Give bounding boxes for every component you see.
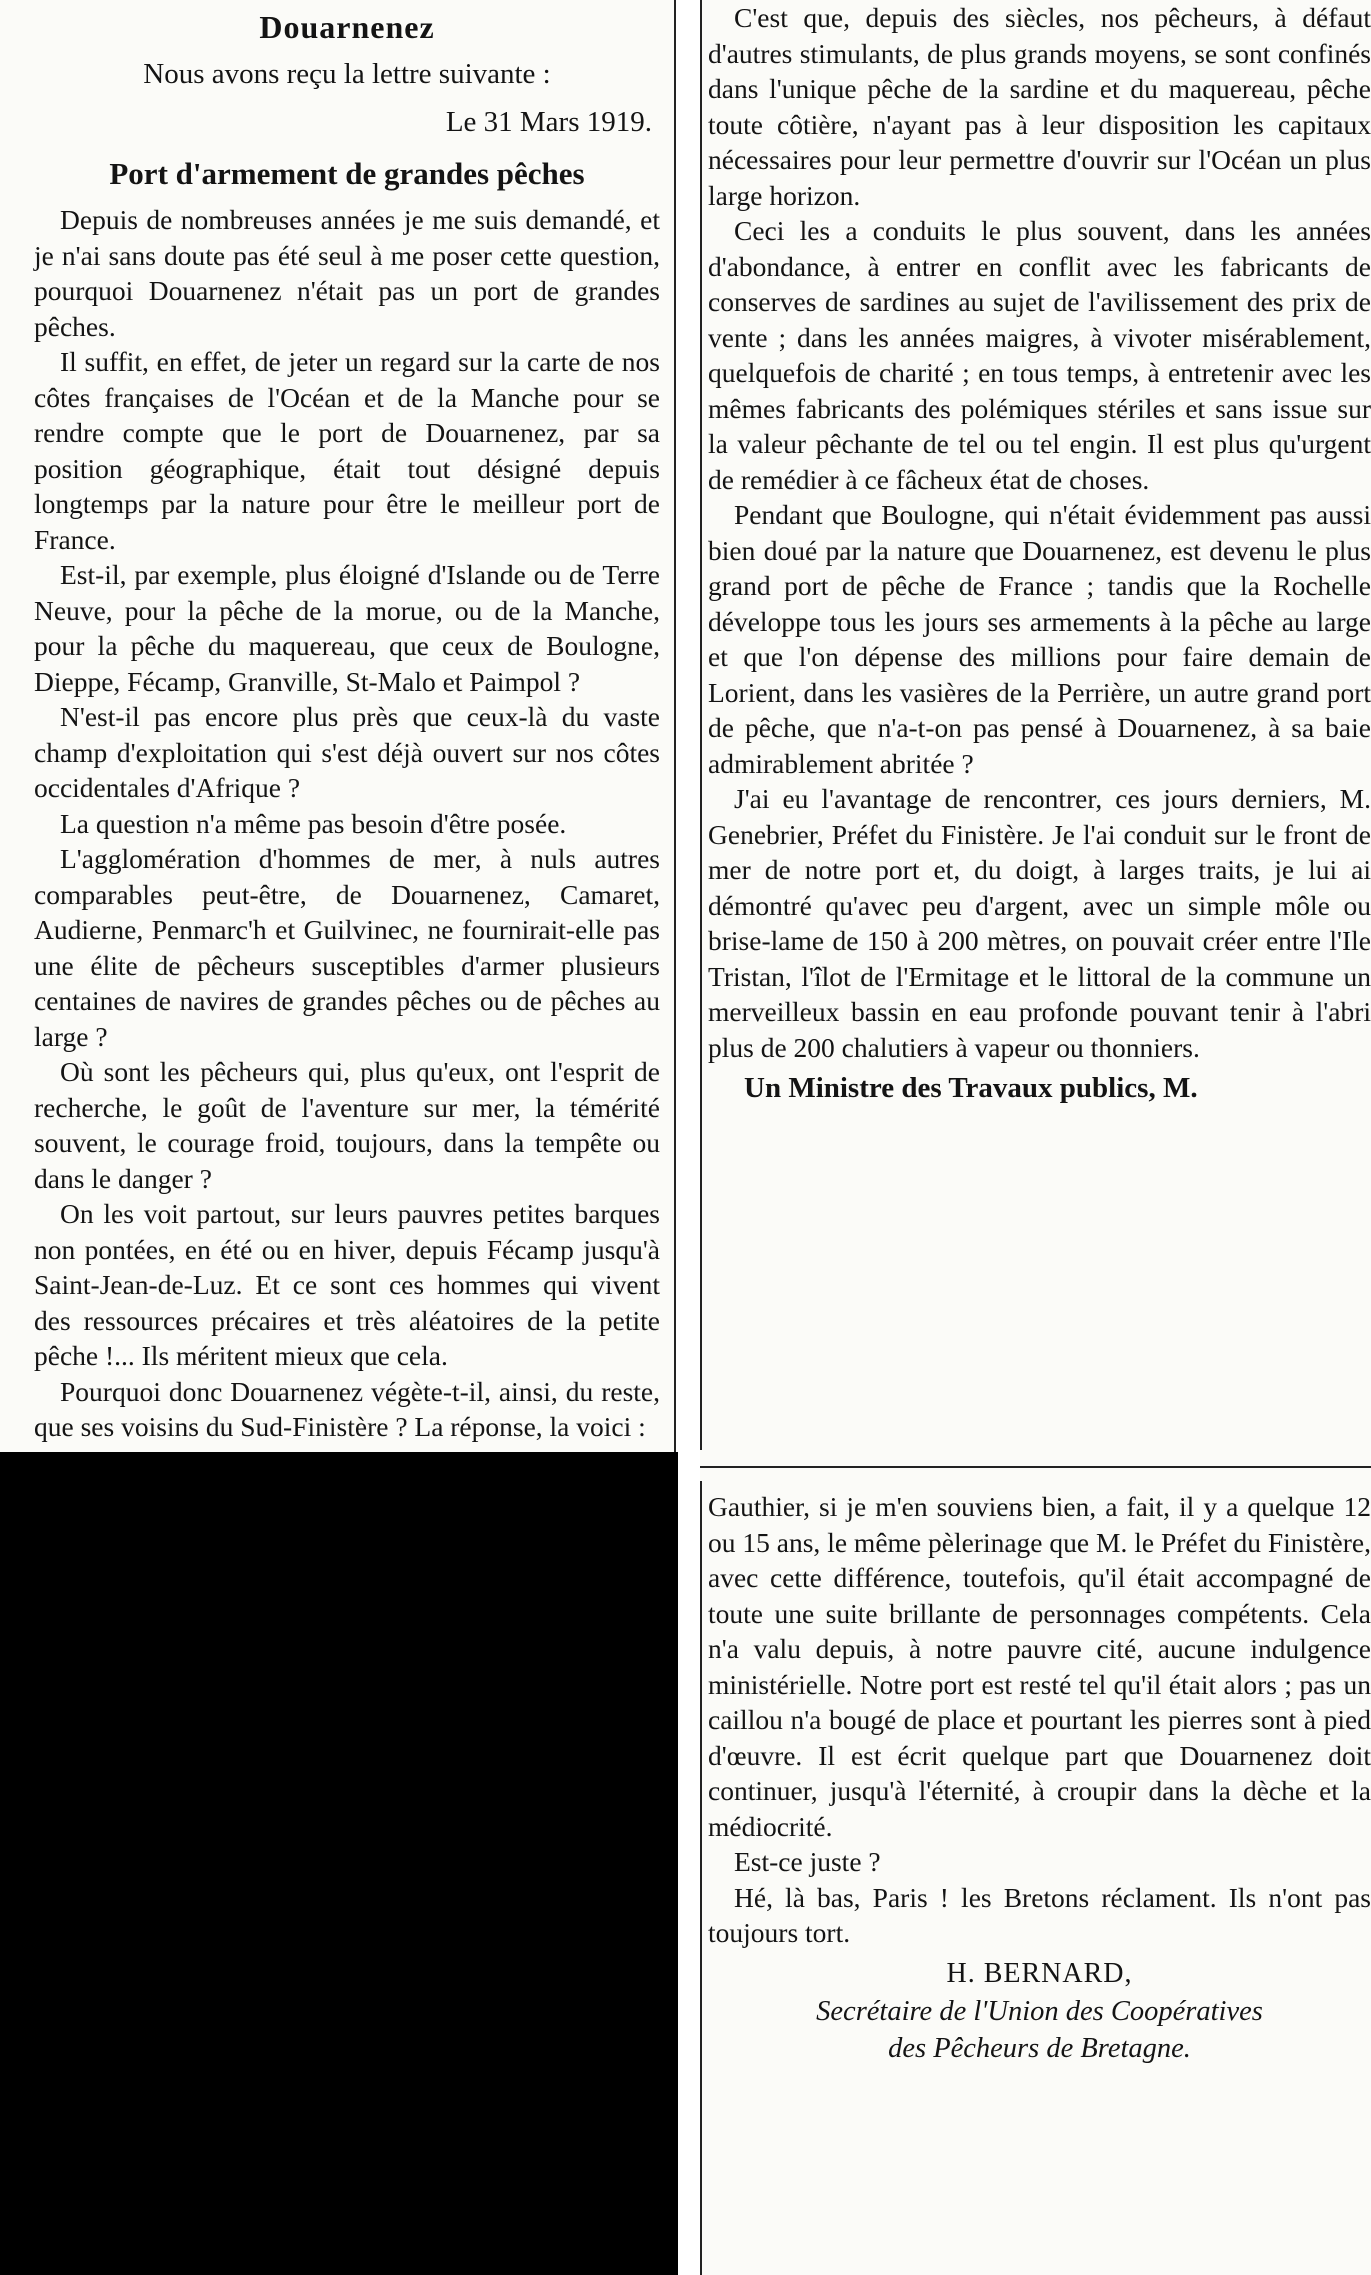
paragraph: Pourquoi donc Douarnenez végète-t-il, ainsi, du reste, que ses voisins du Sud-Finistère ? La réponse, la voici :	[34, 1375, 660, 1442]
paragraph: C'est que, depuis des siècles, nos pêcheurs, à défaut d'autres stimulants, de plus grands moyens, se sont confinés dans l'unique pêche de la sardine et du maquereau, pêche toute côtière, n'ayant pas à leur disposition les capitaux nécessaires pour leur permettre d'ouvrir sur l'Océan un plus large horizon.	[708, 2, 1371, 211]
paragraph: La question n'a même pas besoin d'être posée.	[60, 807, 567, 839]
paragraph: Depuis de nombreuses années je me suis demandé, et je n'ai sans doute pas été seul à me poser cette question, pourquoi Douarnenez n'était pas un port de grandes pêches.	[34, 204, 660, 342]
blank-scan-area	[0, 1452, 678, 2275]
paragraph: Il suffit, en effet, de jeter un regard sur la carte de nos côtes françaises de l'Océan et de la Manche pour se rendre compte que le port de Douarnenez, par sa position géographique, était tout désigné depuis longtemps par la nature pour être le meilleur port de France.	[34, 346, 660, 555]
paragraph: L'agglomération d'hommes de mer, à nuls autres comparables peut-être, de Douarnenez, Camaret, Audierne, Penmarc'h et Guilvinec, ne fournirait-elle pas une élite de pêcheurs susceptibles d'armer plusieurs centaines de navires de grandes pêches ou de pêches au large ?	[34, 843, 660, 1052]
paragraph: Pendant que Boulogne, qui n'était évidemment pas aussi bien doué par la nature que Douarnenez, est devenu le plus grand port de pêche de France ; tandis que la Rochelle développe tous les jours ses armements à la pêche au large et que l'on dépense des millions pour faire demain de Lorient, dans les vasières de la Perrière, un autre grand port de pêche, que n'a-t-on pas pensé à Douarnenez, à sa baie admirablement abritée ?	[708, 499, 1371, 779]
ministre-line: Un Ministre des Travaux publics, M.	[744, 1072, 1198, 1104]
letter-date: Le 31 Mars 1919.	[445, 106, 652, 138]
paragraph: Hé, là bas, Paris ! les Bretons réclament. Ils n'ont pas toujours tort.	[708, 1881, 1371, 1948]
paragraph: J'ai eu l'avantage de rencontrer, ces jours derniers, M. Genebrier, Préfet du Finistère. Je l'ai conduit sur le front de mer de notre port et, du doigt, à larges traits, je lui ai démontré qu'avec peu d'argent, avec un simple môle ou brise-lame de 150 à 200 mètres, on pouvait créer entre l'Ile Tristan, l'îlot de l'Ermitage et le littoral de la commune un merveilleux bassin en eau profonde pouvant tenir à l'abri plus de 200 chalutiers à vapeur ou thonniers.	[708, 783, 1371, 1063]
signature-name: H. BERNARD,	[946, 1957, 1133, 1989]
column-divider	[700, 1450, 1371, 1481]
paragraph: Où sont les pêcheurs qui, plus qu'eux, ont l'esprit de recherche, le goût de l'aventure sur mer, la témérité souvent, le courage froid, toujours, dans la tempête ou dans le danger ?	[34, 1056, 660, 1194]
signature-title-line1: Secrétaire de l'Union des Coopératives	[816, 1995, 1263, 2027]
right-column-top	[700, 0, 1371, 1450]
paragraph: Est-ce juste ?	[734, 1846, 881, 1877]
paragraph: Ceci les a conduits le plus souvent, dans les années d'abondance, à entrer en conflit avec les fabricants de conserves de sardines au sujet de l'avilissement des prix de vente ; dans les années maigres, à vivoter misérablement, quelquefois de charité ; en tous temps, à entretenir avec les mêmes fabricants des polémiques stériles et sans issue sur la valeur pêchante de tel ou tel engin. Il est plus qu'urgent de remédier à ce fâcheux état de choses.	[708, 215, 1371, 495]
intro-line: Nous avons reçu la lettre suivante :	[143, 58, 551, 90]
paragraph: N'est-il pas encore plus près que ceux-là du vaste champ d'exploitation qui s'est déjà ouvert sur nos côtes occidentales d'Afrique ?	[34, 701, 660, 803]
right-column-bottom	[700, 1481, 1371, 2275]
article-title: Port d'armement de grandes pêches	[109, 156, 585, 191]
signature-title-line2: des Pêcheurs de Bretagne.	[888, 2032, 1191, 2064]
paragraph: Gauthier, si je m'en souviens bien, a fait, il y a quelque 12 ou 15 ans, le même pèlerinage que M. le Préfet du Finistère, avec cette différence, toutefois, qu'il était accompagné de toute une suite brillante de personnages compétents. Cela n'a valu depuis, à notre pauvre cité, aucune indulgence ministérielle. Notre port est resté tel qu'il était alors ; pas un caillou n'a bougé de place et pourtant les pierres sont à pied d'œuvre. Il est écrit quelque part que Douarnenez doit continuer, jusqu'à l'éternité, à croupir dans la dèche et la médiocrité.	[708, 1491, 1371, 1842]
left-column	[0, 0, 676, 1452]
paragraph: Est-il, par exemple, plus éloigné d'Islande ou de Terre Neuve, pour la pêche de la morue, ou de la Manche, pour la pêche du maquereau, que ceux de Boulogne, Dieppe, Fécamp, Granville, St-Malo et Paimpol ?	[34, 559, 660, 697]
section-heading: Douarnenez	[259, 9, 435, 45]
paragraph: On les voit partout, sur leurs pauvres petites barques non pontées, en été ou en hiver, depuis Fécamp jusqu'à Saint-Jean-de-Luz. Et ce sont ces hommes qui vivent des ressources précaires et très aléatoires de la petite pêche !... Ils méritent mieux que cela.	[34, 1198, 660, 1371]
